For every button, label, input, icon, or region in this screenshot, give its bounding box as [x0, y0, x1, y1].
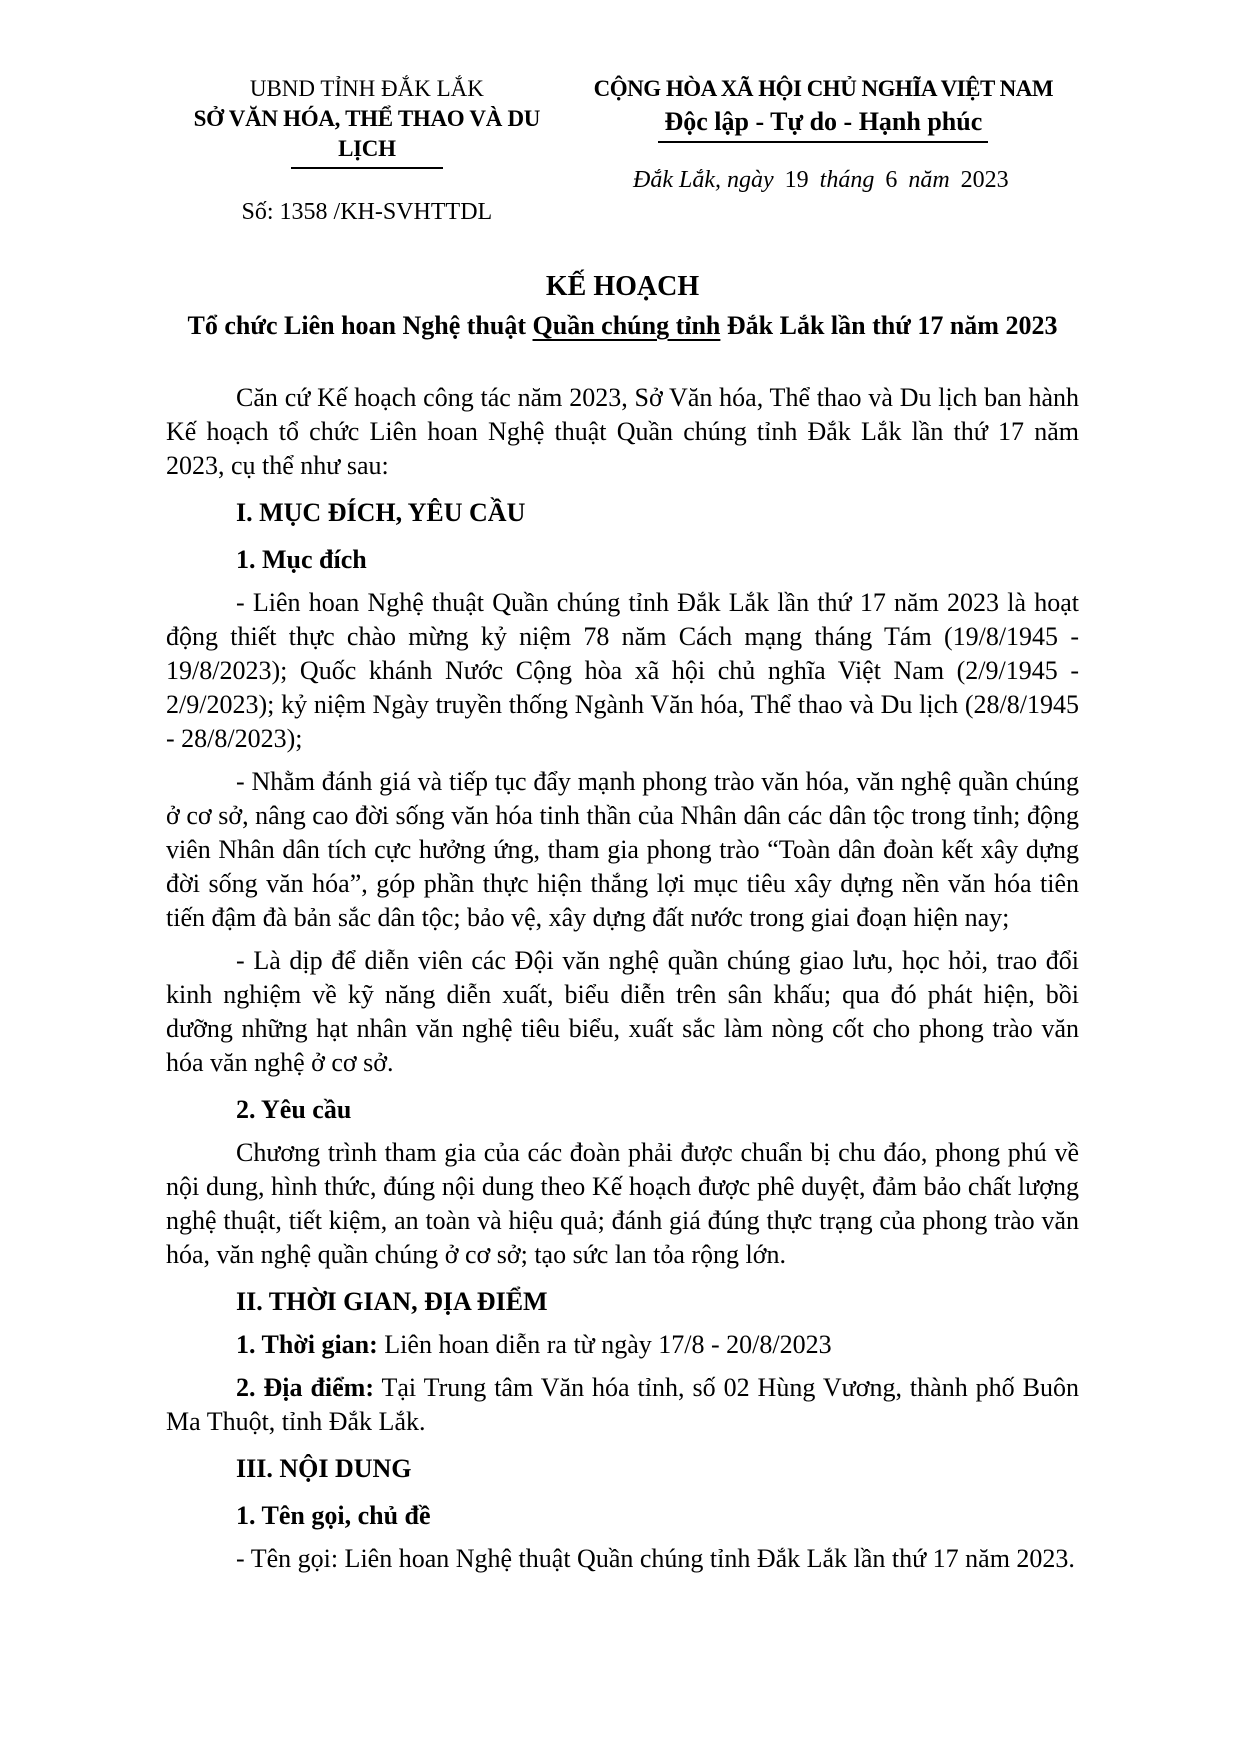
heading-muc-dich-yeu-cau: I. MỤC ĐÍCH, YÊU CẦU: [236, 498, 526, 527]
heading-muc-dich: 1. Mục đích: [236, 545, 367, 574]
national-header-block: [568, 74, 1079, 226]
dateline-year-label: năm: [908, 167, 950, 193]
document-subtitle: [166, 309, 1079, 343]
paragraph-dia-diem-label: 2. Địa điểm:: [236, 1373, 374, 1402]
dateline: [568, 167, 1079, 194]
document-title: KẾ HOẠCH: [545, 271, 700, 302]
paragraph-muc-dich-2: - Nhằm đánh giá và tiếp tục đẩy mạnh phong trào văn hóa, văn nghệ quần chúng ở cơ sở, nâng cao đời sống văn hóa tinh thần của Nhân dân các dân tộc trong tỉnh; động viên Nhân dân tích cực hưởng ứng, tham gia phong trào “Toàn dân đoàn kết xây dựng đời sống văn hóa”, góp phần thực hiện thắng lợi mục tiêu xây dựng nền văn hóa tiên tiến đậm đà bản sắc dân tộc; bảo vệ, xây dựng đất nước trong giai đoạn hiện nay;: [166, 767, 1079, 932]
motto-underline: [658, 141, 988, 143]
subtitle-after: Đắk Lắk lần thứ 17 năm 2023: [720, 311, 1058, 340]
paragraph-thoi-gian: 1. Thời gian: Liên hoan diễn ra từ ngày 17/8 - 20/8/2023: [236, 1330, 832, 1359]
agency-name-line: SỞ VĂN HÓA, THỂ THAO VÀ DU LỊCH: [193, 106, 541, 161]
paragraph-ten-goi: - Tên gọi: Liên hoan Nghệ thuật Quần chúng tỉnh Đắk Lắk lần thứ 17 năm 2023.: [236, 1544, 1075, 1573]
agency-parent-line: UBND TỈNH ĐẮK LẮK: [249, 76, 484, 101]
paragraph-muc-dich-3: - Là dịp để diễn viên các Đội văn nghệ quần chúng giao lưu, học hỏi, trao đổi kinh nghiệm về kỹ năng diễn xuất, biểu diễn trên sân khấu; qua đó phát hiện, bồi dưỡng những hạt nhân văn nghệ tiêu biểu, xuất sắc làm nòng cốt cho phong trào văn hóa văn nghệ ở cơ sở.: [166, 946, 1079, 1077]
dateline-month: 6: [885, 167, 898, 193]
heading-ten-goi-chu-de: 1. Tên gọi, chủ đề: [236, 1501, 431, 1530]
heading-noi-dung: III. NỘI DUNG: [236, 1454, 412, 1483]
subtitle-before: Tổ chức Liên hoan Nghệ thuật: [187, 311, 533, 340]
country-title-line: CỘNG HÒA XÃ HỘI CHỦ NGHĨA VIỆT NAM: [593, 76, 1054, 101]
motto-line: Độc lập - Tự do - Hạnh phúc: [664, 107, 983, 136]
paragraph-thoi-gian-label: 1. Thời gian:: [236, 1330, 378, 1359]
dateline-day: 19: [784, 167, 809, 193]
heading-thoi-gian-dia-diem: II. THỜI GIAN, ĐỊA ĐIỂM: [236, 1287, 548, 1316]
agency-underline: [291, 167, 443, 169]
title-block: [166, 270, 1079, 343]
subtitle-underlined: Quần chúng tỉnh: [532, 311, 721, 340]
document-header: [166, 74, 1079, 226]
issuing-agency-block: [166, 74, 568, 226]
paragraph-muc-dich-1: - Liên hoan Nghệ thuật Quần chúng tỉnh Đắk Lắk lần thứ 17 năm 2023 là hoạt động thiết thực chào mừng kỷ niệm 78 năm Cách mạng tháng Tám (19/8/1945 - 19/8/2023); Quốc khánh Nước Cộng hòa xã hội chủ nghĩa Việt Nam (2/9/1945 - 2/9/2023); kỷ niệm Ngày truyền thống Ngành Văn hóa, Thể thao và Du lịch (28/8/1945 - 28/8/2023);: [166, 588, 1079, 753]
document-body: [166, 381, 1079, 1576]
dateline-year: 2023: [960, 167, 1009, 193]
document-number: Số: 1358 /KH-SVHTTDL: [241, 199, 493, 225]
paragraph-yeu-cau: Chương trình tham gia của các đoàn phải được chuẩn bị chu đáo, phong phú về nội dung, hình thức, đúng nội dung theo Kế hoạch được phê duyệt, đảm bảo chất lượng nghệ thuật, tiết kiệm, an toàn và hiệu quả; đánh giá đúng thực trạng của phong trào văn hóa, văn nghệ quần chúng ở cơ sở; tạo sức lan tỏa rộng lớn.: [166, 1138, 1079, 1269]
heading-yeu-cau: 2. Yêu cầu: [236, 1095, 352, 1124]
dateline-month-label: tháng: [819, 167, 875, 193]
paragraph-dia-diem: 2. Địa điểm: Tại Trung tâm Văn hóa tỉnh, số 02 Hùng Vương, thành phố Buôn Ma Thuột, tỉnh Đắk Lắk.: [166, 1373, 1079, 1436]
opening-paragraph: Căn cứ Kế hoạch công tác năm 2023, Sở Văn hóa, Thể thao và Du lịch ban hành Kế hoạch tổ chức Liên hoan Nghệ thuật Quần chúng tỉnh Đắk Lắk lần thứ 17 năm 2023, cụ thể như sau:: [166, 383, 1079, 480]
dateline-place: Đắk Lắk, ngày: [633, 167, 774, 193]
